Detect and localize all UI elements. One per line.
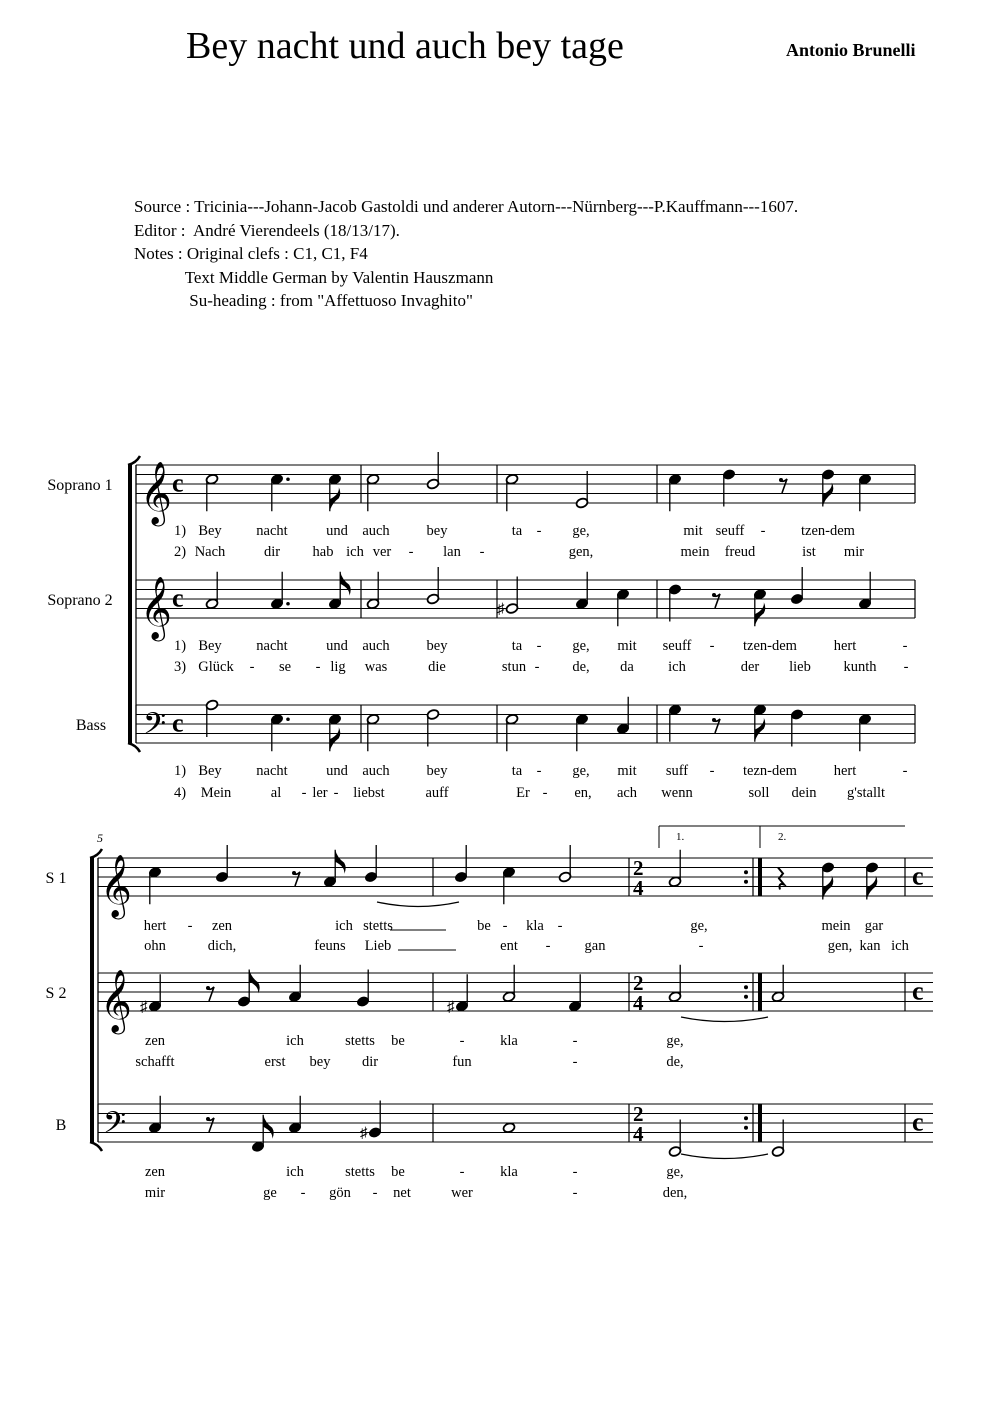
lyric-hyphen: - [300, 1185, 306, 1201]
sharp-accidental: ♯ [447, 999, 455, 1016]
lyric-syllable: ler [312, 785, 328, 801]
lyric-syllable: soll [748, 785, 770, 801]
lyric-syllable: ach [616, 785, 638, 801]
tie [377, 902, 459, 907]
time-signature-top: 2 [633, 856, 644, 880]
lyric-syllable: kla [526, 918, 544, 934]
lyric-syllable: ta [511, 523, 523, 539]
common-time-signature: c [912, 861, 924, 891]
bracket-bottom-hook [90, 1142, 102, 1151]
lyric-syllable: bey [426, 523, 448, 539]
verse-number: 1) [174, 763, 187, 779]
lyric-hyphen: - [902, 638, 908, 654]
lyric-hyphen: - [902, 763, 908, 779]
time-signature-bottom: 4 [633, 876, 644, 900]
score-graphics [90, 452, 933, 1201]
lyric-syllable: bey [426, 638, 448, 654]
lyric-syllable: ta [511, 763, 523, 779]
lyric-syllable: liebst [353, 785, 385, 801]
lyric-syllable: ich [335, 918, 353, 934]
lyric-syllable: gar [864, 918, 884, 934]
lyric-syllable: stun [501, 659, 527, 675]
lyric-syllable: mit [617, 638, 637, 654]
lyric-syllable: gön [329, 1185, 351, 1201]
lyric-hyphen: - [187, 918, 193, 934]
composer-name: Antonio Brunelli [786, 40, 916, 60]
lyric-syllable: seuff [715, 523, 745, 539]
lyric-hyphen: - [459, 1164, 465, 1180]
time-signature-bottom: 4 [633, 1122, 644, 1146]
lyric-syllable: dein [791, 785, 817, 801]
common-time-signature: c [172, 583, 184, 613]
lyric-hyphen: - [542, 785, 548, 801]
sharp-accidental: ♯ [140, 999, 148, 1016]
lyric-syllable: auch [362, 638, 390, 654]
lyric-hyphen: - [479, 544, 485, 560]
lyric-syllable: ich [286, 1033, 304, 1049]
verse-number: 2) [174, 544, 187, 560]
lyric-syllable: stetts [363, 918, 393, 934]
lyric-hyphen: - [315, 659, 321, 675]
time-signature-bottom: 4 [633, 991, 644, 1015]
lyric-syllable: net [393, 1185, 411, 1201]
sharp-accidental: ♯ [497, 601, 505, 618]
lyric-syllable: mir [144, 1185, 166, 1201]
sharp-accidental: ♯ [360, 1125, 368, 1142]
lyric-syllable: lieb [789, 659, 811, 675]
lyric-syllable: ver [372, 544, 392, 560]
lyric-hyphen: - [572, 1185, 578, 1201]
lyric-hyphen: - [502, 918, 508, 934]
lyric-syllable: zen [211, 918, 233, 934]
lyric-syllable: ich [346, 544, 364, 560]
lyric-syllable: be [477, 918, 491, 934]
repeat-dot [744, 1126, 748, 1130]
lyric-syllable: mit [617, 763, 637, 779]
lyric-hyphen: - [534, 659, 540, 675]
lyric-syllable: und [326, 523, 348, 539]
lyric-syllable: zen [144, 1164, 166, 1180]
lyric-syllable: zen [144, 1033, 166, 1049]
eighth-rest-dot [206, 1117, 210, 1121]
eighth-rest-dot [779, 478, 783, 482]
repeat-dot [744, 995, 748, 999]
verse-number: 3) [174, 659, 187, 675]
lyric-syllable: Bey [198, 523, 222, 539]
eighth-rest-dot [712, 593, 716, 597]
verse-number: 1) [174, 638, 187, 654]
lyric-hyphen: - [536, 638, 542, 654]
eighth-rest-dot [206, 986, 210, 990]
lyric-syllable: seuff [662, 638, 692, 654]
volta-2-label: 2. [778, 831, 787, 843]
clefs-line: Notes : Original clefs : C1, C1, F4 [134, 244, 368, 263]
lyric-syllable: die [428, 659, 446, 675]
part-name-bass: Bass [75, 717, 107, 734]
tie [681, 1154, 768, 1159]
lyric-syllable: be [391, 1164, 405, 1180]
lyric-hyphen: - [903, 659, 909, 675]
lyric-syllable: gen, [827, 938, 853, 954]
lyric-syllable: hert [833, 763, 857, 779]
lyric-syllable: den, [662, 1185, 688, 1201]
lyric-syllable: bey [309, 1054, 331, 1070]
eighth-rest-dot [292, 871, 296, 875]
lyric-syllable: g'stallt [846, 785, 886, 801]
lyric-syllable: feuns [314, 938, 346, 954]
lyric-syllable: lan [443, 544, 461, 560]
lyric-syllable: Mein [200, 785, 232, 801]
eighth-flag [340, 572, 351, 596]
lyric-syllable: dich, [207, 938, 237, 954]
eighth-flag [330, 727, 341, 751]
text-author-line: Text Middle German by Valentin Hauszmann [134, 267, 494, 287]
lyric-hyphen: - [408, 544, 414, 560]
lyric-syllable: gen, [568, 544, 594, 560]
verse-number: 1) [174, 523, 187, 539]
lyric-syllable: ohn [144, 938, 166, 954]
lyric-syllable: ent [500, 938, 518, 954]
lyric-syllable: ich [668, 659, 686, 675]
lyric-syllable: stetts [345, 1033, 375, 1049]
lyric-syllable: Bey [198, 638, 222, 654]
lyric-syllable: de, [666, 1054, 684, 1070]
lyric-syllable: ge, [690, 918, 708, 934]
repeat-dot [744, 870, 748, 874]
lyric-syllable: mir [843, 544, 865, 560]
bracket-bottom-hook [128, 743, 140, 752]
bass-clef-icon: 𝄢 [143, 707, 167, 748]
lyric-syllable: ich [286, 1164, 304, 1180]
lyric-syllable: tzen-dem [801, 523, 855, 539]
lyric-syllable: mein [680, 544, 710, 560]
eighth-flag [330, 487, 341, 511]
lyric-syllable: der [740, 659, 760, 675]
lyric-syllable: Glück [198, 659, 234, 675]
lyric-syllable: hert [143, 918, 167, 934]
lyric-syllable: nacht [256, 763, 288, 779]
lyric-syllable: suff [665, 763, 689, 779]
lyric-hyphen: - [459, 1033, 465, 1049]
lyric-syllable: hert [833, 638, 857, 654]
treble-clef-icon: 𝄞 [140, 463, 172, 523]
lyric-hyphen: - [536, 523, 542, 539]
lyric-syllable: ist [802, 544, 816, 560]
lyric-syllable: was [364, 659, 388, 675]
lyric-syllable: kla [500, 1033, 518, 1049]
eighth-rest-dot [712, 718, 716, 722]
lyric-hyphen: - [545, 938, 551, 954]
part-abbr-soprano-2: S 2 [45, 985, 67, 1002]
lyric-hyphen: - [572, 1164, 578, 1180]
time-signature-top: 2 [633, 1102, 644, 1126]
bass-clef-icon: 𝄢 [103, 1106, 127, 1147]
lyric-hyphen: - [301, 785, 307, 801]
lyric-syllable: de, [572, 659, 590, 675]
verse-number: 4) [174, 785, 187, 801]
lyric-syllable: mein [821, 918, 851, 934]
lyric-syllable: ge, [572, 638, 590, 654]
lyric-syllable: kan [859, 938, 881, 954]
eighth-flag [755, 718, 766, 742]
lyric-syllable: dir [263, 544, 281, 560]
part-name-soprano-1: Soprano 1 [47, 477, 113, 494]
treble-clef-icon: 𝄞 [100, 971, 132, 1031]
lyric-hyphen: - [572, 1054, 578, 1070]
lyric-hyphen: - [372, 1185, 378, 1201]
lyric-hyphen: - [536, 763, 542, 779]
lyric-syllable: stetts [345, 1164, 375, 1180]
lyric-syllable: auch [362, 523, 390, 539]
lyric-syllable: bey [426, 763, 448, 779]
augmentation-dot [286, 717, 290, 721]
lyric-syllable: lig [330, 659, 346, 675]
repeat-dot [744, 880, 748, 884]
lyric-syllable: be [391, 1033, 405, 1049]
measure-number: 5 [97, 831, 103, 845]
lyric-syllable: ge, [572, 763, 590, 779]
lyric-hyphen: - [333, 785, 339, 801]
lyric-syllable: gan [584, 938, 606, 954]
subheading-line: Su-heading : from "Affettuoso Invaghito" [134, 291, 473, 310]
lyric-syllable: ta [511, 638, 523, 654]
eighth-flag [263, 1115, 274, 1139]
lyric-syllable: ge, [666, 1164, 684, 1180]
notehead [502, 1122, 515, 1134]
lyric-syllable: fun [452, 1054, 472, 1070]
lyric-syllable: ge, [666, 1033, 684, 1049]
lyric-syllable: wer [451, 1185, 473, 1201]
lyric-syllable: ge, [572, 523, 590, 539]
lyric-syllable: se [278, 659, 292, 675]
lyric-syllable: da [620, 659, 634, 675]
tie [681, 1017, 768, 1022]
lyric-hyphen: - [709, 638, 715, 654]
common-time-signature: c [912, 976, 924, 1006]
treble-clef-icon: 𝄞 [100, 856, 132, 916]
repeat-dot [744, 985, 748, 989]
lyric-syllable: Er [516, 785, 530, 801]
lyric-syllable: und [326, 638, 348, 654]
lyric-syllable: tezn-dem [743, 763, 797, 779]
lyric-syllable: en, [574, 785, 592, 801]
lyric-syllable: nacht [256, 638, 288, 654]
part-abbr-soprano-1: S 1 [45, 870, 67, 887]
lyric-syllable: nacht [256, 523, 288, 539]
lyric-syllable: Lieb [364, 938, 392, 954]
bracket-top-hook [128, 456, 140, 465]
lyric-syllable: mit [683, 523, 703, 539]
piece-title: Bey nacht und auch bey tage [186, 25, 624, 67]
lyric-syllable: und [326, 763, 348, 779]
part-abbr-bass: B [55, 1117, 67, 1134]
lyric-hyphen: - [572, 1033, 578, 1049]
editor-line: Editor : André Vierendeels (18/13/17). [134, 220, 400, 240]
volta-1-label: 1. [676, 831, 685, 843]
repeat-dot [744, 1116, 748, 1120]
augmentation-dot [286, 602, 290, 606]
lyric-hyphen: - [709, 763, 715, 779]
lyric-syllable: freud [724, 544, 756, 560]
lyric-syllable: Nach [194, 544, 226, 560]
common-time-signature: c [912, 1107, 924, 1137]
lyric-syllable: dir [361, 1054, 379, 1070]
time-signature-top: 2 [633, 971, 644, 995]
lyric-syllable: kunth [843, 659, 877, 675]
lyric-syllable: schafft [135, 1054, 175, 1070]
common-time-signature: c [172, 708, 184, 738]
lyric-syllable: ich [891, 938, 909, 954]
lyric-syllable: kla [500, 1164, 518, 1180]
lyric-syllable: auch [362, 763, 390, 779]
lyric-syllable: auff [425, 785, 449, 801]
eighth-flag [335, 850, 346, 874]
lyric-hyphen: - [698, 938, 704, 954]
lyric-hyphen: - [557, 918, 563, 934]
lyric-syllable: hab [312, 544, 334, 560]
lyric-syllable: ge [263, 1185, 277, 1201]
common-time-signature: c [172, 468, 184, 498]
augmentation-dot [286, 477, 290, 481]
part-name-soprano-2: Soprano 2 [47, 592, 113, 609]
lyric-hyphen: - [760, 523, 766, 539]
lyric-syllable: al [270, 785, 282, 801]
lyric-hyphen: - [249, 659, 255, 675]
source-line: Source : Tricinia---Johann-Jacob Gastoldi und anderer Autorn---Nürnberg---P.Kauffmann---1607. [134, 197, 799, 216]
lyric-syllable: tzen-dem [743, 638, 797, 654]
lyric-syllable: erst [264, 1054, 286, 1070]
lyric-syllable: wenn [661, 785, 693, 801]
eighth-flag [755, 602, 766, 626]
treble-clef-icon: 𝄞 [140, 578, 172, 638]
lyric-syllable: Bey [198, 763, 222, 779]
